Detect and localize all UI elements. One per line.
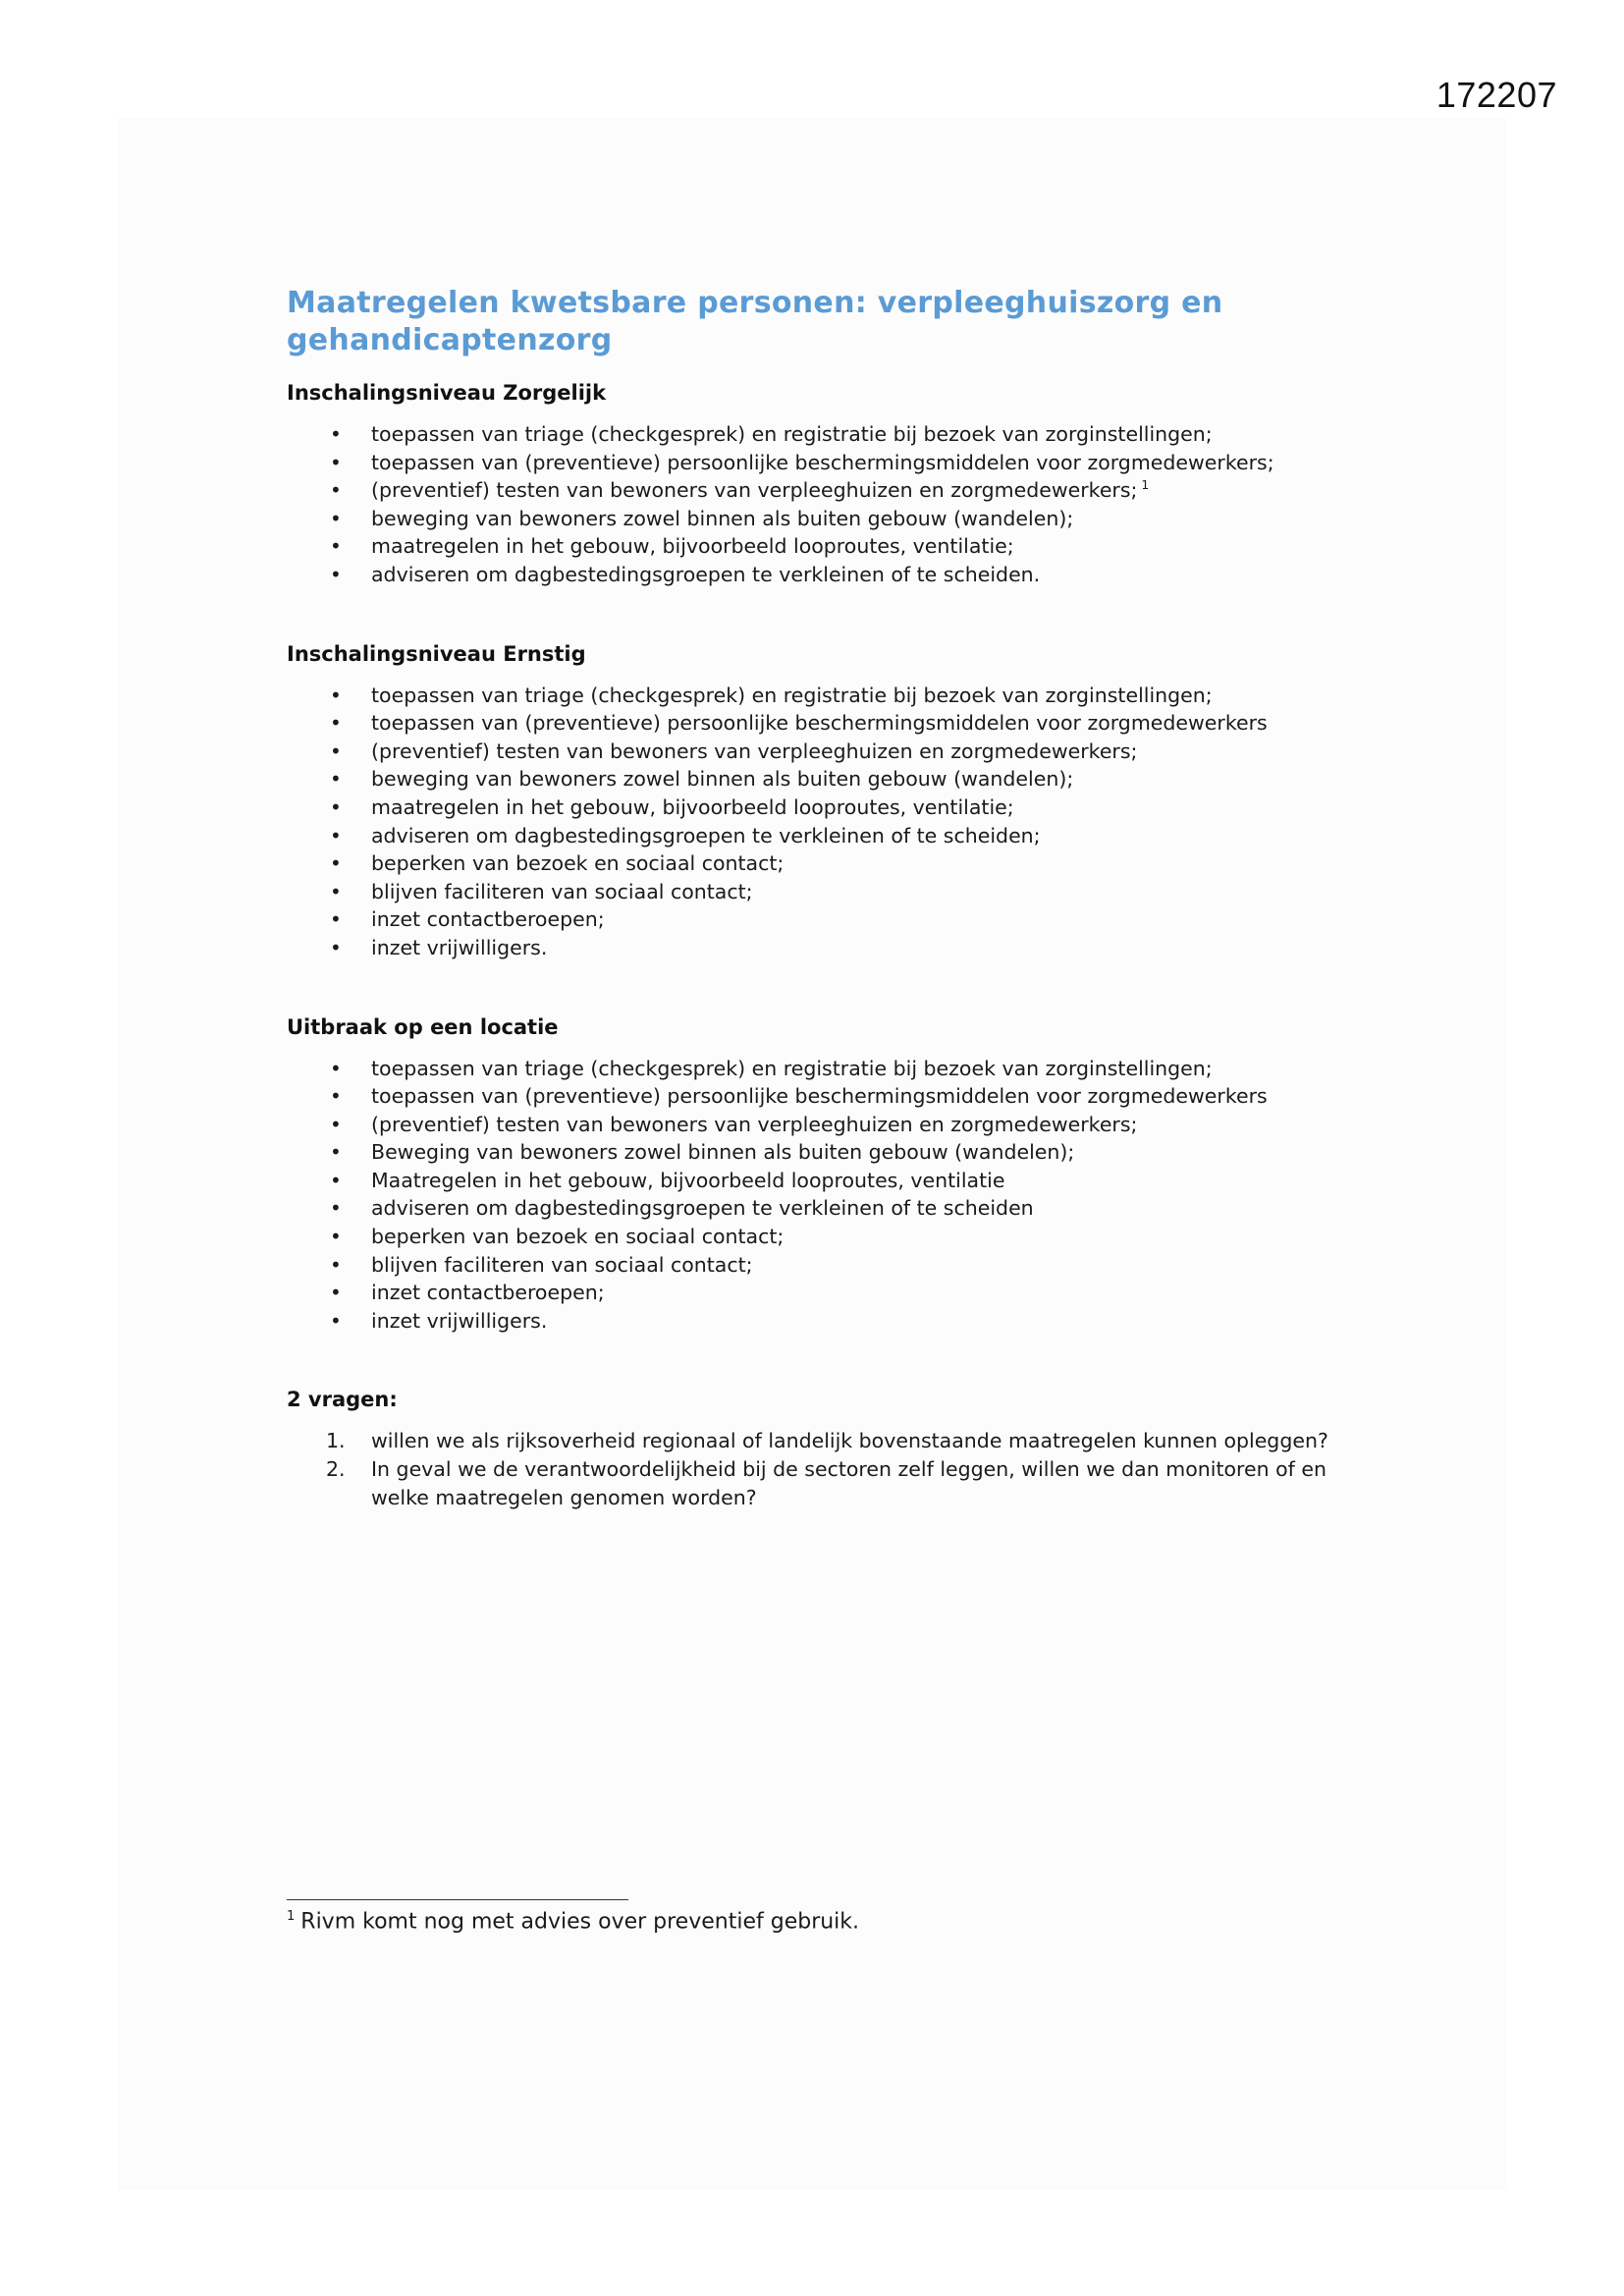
- list-item: • beweging van bewoners zowel binnen als buiten gebouw (wandelen);: [287, 765, 1347, 793]
- bullet-icon: •: [330, 683, 342, 707]
- list-item: • inzet vrijwilligers.: [287, 934, 1347, 962]
- list-zorgelijk: [287, 420, 1347, 589]
- bullet-icon: •: [330, 1112, 342, 1136]
- list-item: • toepassen van triage (checkgesprek) en registratie bij bezoek van zorginstellingen;: [287, 420, 1347, 449]
- list-item: • beweging van bewoners zowel binnen als buiten gebouw (wandelen);: [287, 505, 1347, 533]
- bullet-icon: •: [330, 711, 342, 736]
- bullet-icon: •: [330, 506, 342, 530]
- list-item: • blijven faciliteren van sociaal contact;: [287, 878, 1347, 906]
- list-item: • beperken van bezoek en sociaal contact;: [287, 849, 1347, 878]
- section-spacer: [287, 589, 1347, 640]
- bullet-icon: •: [330, 1140, 342, 1165]
- bullet-icon: •: [330, 1225, 342, 1249]
- document-title: Maatregelen kwetsbare personen: verpleeghuiszorg en gehandicaptenzorg: [287, 286, 1223, 357]
- bullet-icon: •: [330, 422, 342, 446]
- list-item: • adviseren om dagbestedingsgroepen te verkleinen of te scheiden;: [287, 822, 1347, 850]
- section-spacer: [287, 962, 1347, 1013]
- list-item: • Maatregelen in het gebouw, bijvoorbeeld looproutes, ventilatie: [287, 1167, 1347, 1195]
- bullet-icon: •: [330, 1196, 342, 1221]
- bullet-icon: •: [330, 1252, 342, 1277]
- list-item: • toepassen van (preventieve) persoonlijke beschermingsmiddelen voor zorgmedewerkers: [287, 1082, 1347, 1111]
- questions-list: [287, 1427, 1347, 1511]
- list-ernstig: [287, 682, 1347, 962]
- bullet-icon: •: [330, 1056, 342, 1080]
- section-heading-uitbraak: Uitbraak op een locatie: [287, 1014, 559, 1039]
- bullet-icon: •: [330, 450, 342, 474]
- list-item: • toepassen van triage (checkgesprek) en registratie bij bezoek van zorginstellingen;: [287, 1055, 1347, 1083]
- bullet-icon: •: [330, 1168, 342, 1192]
- bullet-icon: •: [330, 823, 342, 847]
- footnote-mark: 1: [287, 1909, 296, 1924]
- list-item: • toepassen van triage (checkgesprek) en registratie bij bezoek van zorginstellingen;: [287, 682, 1347, 710]
- document-number: 172207: [1435, 75, 1557, 115]
- list-item: • (preventief) testen van bewoners van verpleeghuizen en zorgmedewerkers;: [287, 738, 1347, 766]
- list-item: • maatregelen in het gebouw, bijvoorbeeld looproutes, ventilatie;: [287, 532, 1347, 561]
- bullet-icon: •: [330, 1084, 342, 1109]
- bullet-icon: •: [330, 851, 342, 876]
- list-item: • blijven faciliteren van sociaal contact;: [287, 1251, 1347, 1280]
- list-uitbraak: [287, 1055, 1347, 1336]
- bullet-icon: •: [330, 794, 342, 819]
- list-item: • inzet vrijwilligers.: [287, 1307, 1347, 1336]
- bullet-icon: •: [330, 562, 342, 586]
- list-item: • toepassen van (preventieve) persoonlijke beschermingsmiddelen voor zorgmedewerkers: [287, 709, 1347, 738]
- bullet-icon: •: [330, 767, 342, 792]
- bullet-icon: •: [330, 478, 342, 503]
- list-item: • beperken van bezoek en sociaal contact;: [287, 1223, 1347, 1251]
- list-item: • toepassen van (preventieve) persoonlijke beschermingsmiddelen voor zorgmedewerkers;: [287, 449, 1347, 477]
- list-item: • Beweging van bewoners zowel binnen als buiten gebouw (wandelen);: [287, 1138, 1347, 1167]
- bullet-icon: •: [330, 738, 342, 763]
- section-spacer: [287, 1335, 1347, 1386]
- question-item: [287, 1427, 1343, 1455]
- question-text: willen we als rijksoverheid regionaal of landelijk bovenstaande maatregelen kunnen opleggen?: [371, 1429, 1328, 1453]
- footnote-separator: [287, 1899, 628, 1900]
- list-item: • inzet contactberoepen;: [287, 1279, 1347, 1307]
- question-number: 2.: [326, 1457, 346, 1482]
- list-item: • maatregelen in het gebouw, bijvoorbeeld looproutes, ventilatie;: [287, 793, 1347, 822]
- bullet-icon: •: [330, 907, 342, 932]
- document-body: [287, 285, 1347, 1511]
- list-item: • adviseren om dagbestedingsgroepen te verkleinen of te scheiden.: [287, 561, 1347, 589]
- list-item: • adviseren om dagbestedingsgroepen te verkleinen of te scheiden: [287, 1194, 1347, 1223]
- list-item: • (preventief) testen van bewoners van verpleeghuizen en zorgmedewerkers;: [287, 1111, 1347, 1139]
- bullet-icon: •: [330, 1308, 342, 1333]
- question-text: In geval we de verantwoordelijkheid bij de sectoren zelf leggen, willen we dan monitoren of en welke maatregelen genomen worden?: [371, 1457, 1327, 1509]
- bullet-icon: •: [330, 935, 342, 959]
- bullet-icon: •: [330, 1281, 342, 1305]
- list-item: • (preventief) testen van bewoners van verpleeghuizen en zorgmedewerkers; $^1$: [287, 476, 1347, 505]
- bullet-icon: •: [330, 879, 342, 903]
- footnote-text: Rivm komt nog met advies over preventief gebruik.: [300, 1909, 860, 1935]
- question-number: 1.: [326, 1429, 346, 1453]
- question-item: [287, 1455, 1343, 1511]
- section-heading-ernstig: Inschalingsniveau Ernstig: [287, 641, 586, 666]
- questions-heading: 2 vragen:: [287, 1388, 398, 1412]
- bullet-icon: •: [330, 534, 342, 559]
- section-heading-zorgelijk: Inschalingsniveau Zorgelijk: [287, 381, 607, 405]
- footnote-reference[interactable]: 1: [1141, 478, 1150, 493]
- list-item: • inzet contactberoepen;: [287, 905, 1347, 934]
- footnote: [287, 1909, 859, 1934]
